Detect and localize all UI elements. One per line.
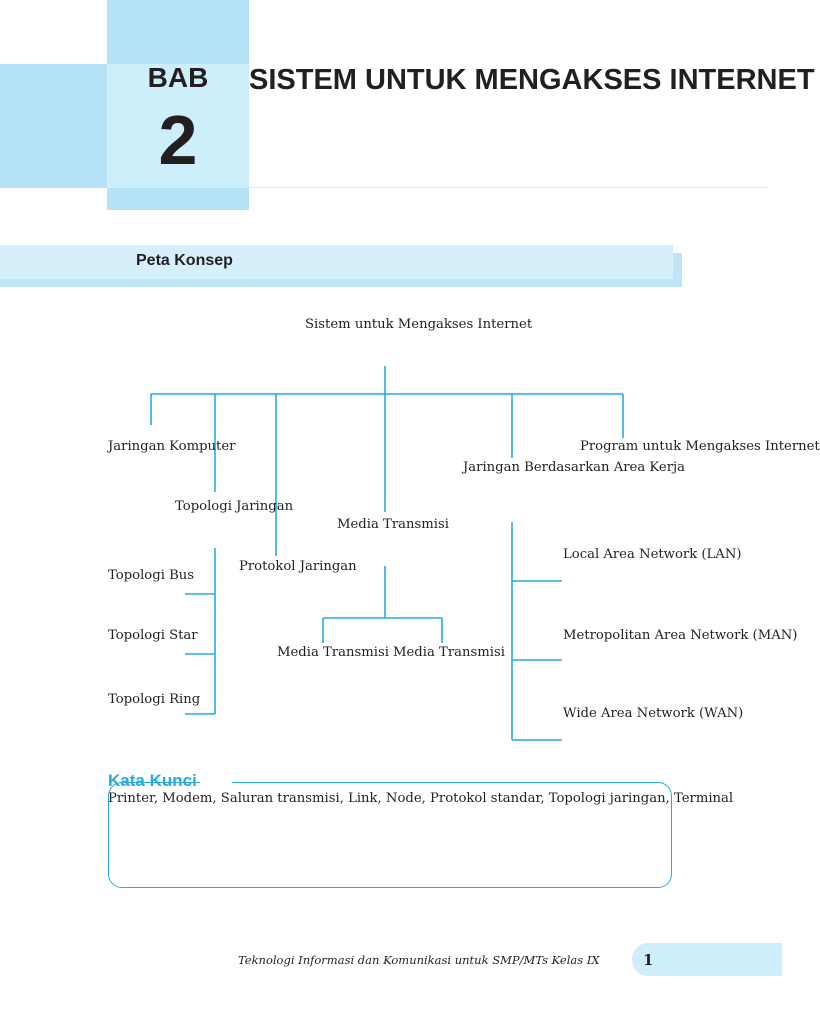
node-topologi-star: Topologi Star xyxy=(108,628,198,643)
chapter-title: SISTEM UNTUK MENGAKSES INTERNET xyxy=(249,64,815,96)
node-media-transmisi: Media Transmisi xyxy=(337,517,449,532)
node-media-transmisi-2: Media Transmisi xyxy=(393,645,505,660)
footer-book-title: Teknologi Informasi dan Komunikasi untuk SMP/MTs Kelas IX xyxy=(238,953,600,967)
node-area-kerja: Jaringan Berdasarkan Area Kerja xyxy=(463,460,685,475)
concept-root: Sistem untuk Mengakses Internet xyxy=(305,317,533,332)
node-topologi-bus: Topologi Bus xyxy=(108,568,195,583)
key-words-title: Kata Kunci xyxy=(108,771,197,790)
node-protokol: Protokol Jaringan xyxy=(239,559,357,574)
key-words-box-gap xyxy=(200,776,232,786)
node-jaringan-komputer: Jaringan Komputer xyxy=(108,439,236,454)
page-number: 1 xyxy=(643,951,654,969)
key-words-text: Printer, Modem, Saluran transmisi, Link, Node, Protokol standar, Topologi jaringan, Terminal xyxy=(108,791,734,806)
node-man: Metropolitan Area Network (MAN) xyxy=(563,628,798,643)
node-topologi-ring: Topologi Ring xyxy=(108,692,201,707)
page-number-tab xyxy=(632,943,782,976)
chapter-label: BAB xyxy=(147,62,209,93)
node-media-transmisi-1: Media Transmisi xyxy=(277,645,389,660)
node-program: Program untuk Mengakses Internet xyxy=(580,439,820,454)
node-lan: Local Area Network (LAN) xyxy=(563,547,742,562)
node-topologi-jaringan: Topologi Jaringan xyxy=(175,499,294,514)
node-wan: Wide Area Network (WAN) xyxy=(563,706,744,721)
section-title: Peta Konsep xyxy=(136,252,233,269)
chapter-number: 2 xyxy=(158,101,198,179)
